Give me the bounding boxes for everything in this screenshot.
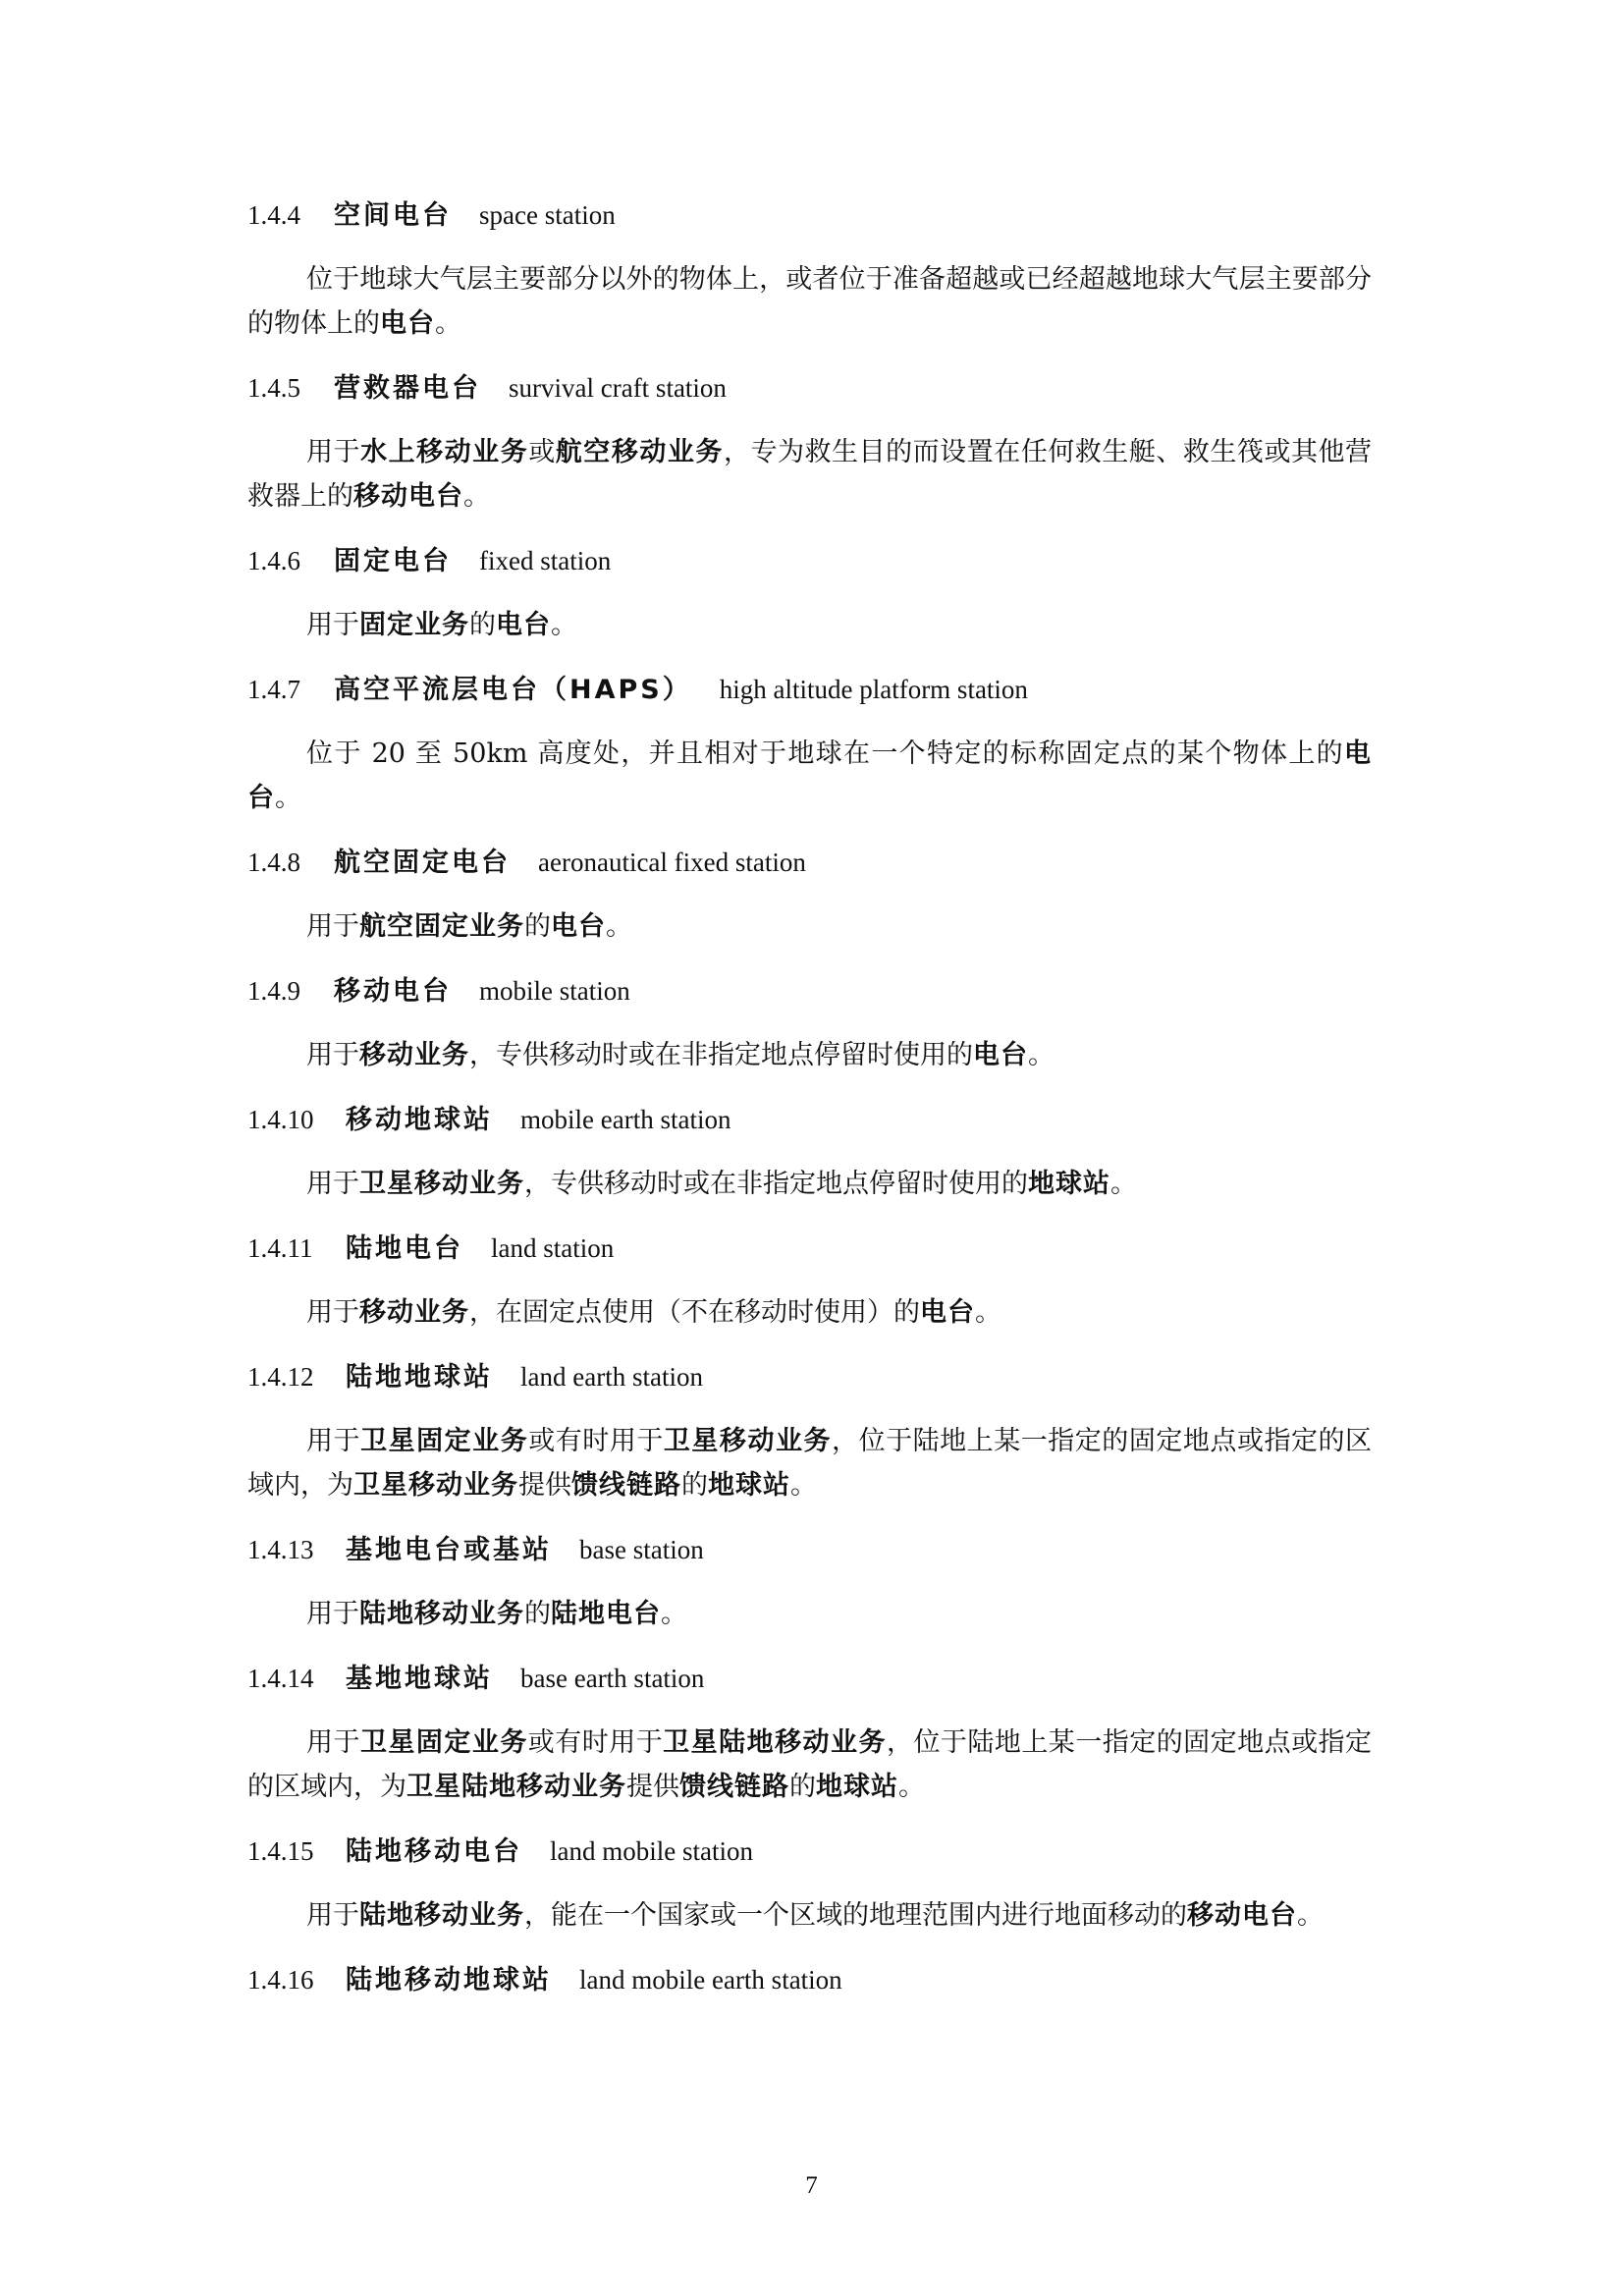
term-entry <box>247 669 1372 820</box>
term-heading <box>247 1099 1372 1140</box>
term-chinese: 营救器电台 <box>334 373 481 404</box>
defined-term-reference: 移动业务 <box>359 1297 469 1328</box>
term-heading <box>247 1959 1372 2000</box>
term-number: 1.4.7 <box>247 675 300 704</box>
definition-text: ，位于陆地上某一指定的固定地点或指定的区域内，为 <box>247 1727 1373 1802</box>
defined-term-reference: 卫星陆地移动业务 <box>663 1727 887 1758</box>
term-english: land mobile station <box>550 1836 753 1866</box>
term-heading <box>247 1831 1372 1872</box>
definition-text: 用于 <box>306 1727 360 1758</box>
definition-text: 的 <box>789 1772 816 1802</box>
term-english: land mobile earth station <box>579 1965 842 1995</box>
term-chinese: 陆地地球站 <box>346 1362 493 1393</box>
defined-term-reference: 馈线链路 <box>571 1470 681 1501</box>
term-heading <box>247 1356 1372 1397</box>
definition-text: ，能在一个国家或一个区域的地理范围内进行地面移动的 <box>524 1900 1187 1931</box>
term-number: 1.4.13 <box>247 1535 314 1564</box>
term-heading <box>247 540 1372 581</box>
term-heading <box>247 1658 1372 1699</box>
defined-term-reference: 卫星移动业务 <box>663 1426 833 1456</box>
definition-text: 或有时用于 <box>528 1426 664 1456</box>
term-chinese: 陆地电台 <box>346 1233 463 1264</box>
term-definition <box>247 603 1372 647</box>
definition-text: 。 <box>275 783 301 813</box>
term-definition <box>247 1033 1372 1077</box>
definition-text: 用于 <box>306 437 361 467</box>
term-entry <box>247 1658 1372 1809</box>
term-english: base station <box>579 1535 704 1564</box>
term-english: base earth station <box>520 1664 705 1693</box>
term-entry <box>247 1356 1372 1507</box>
term-english: high altitude platform station <box>719 675 1028 704</box>
definition-text: ，在固定点使用（不在移动时使用）的 <box>469 1297 920 1328</box>
term-entry <box>247 194 1372 346</box>
definition-text: 或有时用于 <box>527 1727 664 1758</box>
term-definition <box>247 430 1372 519</box>
term-english: survival craft station <box>509 373 727 403</box>
term-chinese: 基地电台或基站 <box>346 1535 552 1565</box>
definition-text: 用于 <box>306 911 359 942</box>
term-definition <box>247 1162 1372 1206</box>
term-number: 1.4.6 <box>247 546 300 575</box>
definition-text: ，专为救生目的而设置在任何救生艇、救生筏或其他营救器上的 <box>247 437 1373 512</box>
term-definition <box>247 1893 1372 1938</box>
term-definition <box>247 732 1372 820</box>
definition-text: 。 <box>898 1772 925 1802</box>
defined-term-reference: 陆地移动业务 <box>359 1599 524 1629</box>
term-entry <box>247 1099 1372 1206</box>
definition-text: 用于 <box>306 1297 359 1328</box>
definition-text: 。 <box>606 911 632 942</box>
defined-term-reference: 卫星移动业务 <box>359 1169 524 1199</box>
term-entry <box>247 1529 1372 1636</box>
definition-text: 或 <box>528 437 556 467</box>
definition-text: ，专供移动时或在非指定地点停留时使用的 <box>524 1169 1028 1199</box>
term-english: space station <box>479 200 616 230</box>
definition-text: 。 <box>1028 1040 1055 1070</box>
defined-term-reference: 卫星固定业务 <box>360 1426 529 1456</box>
term-chinese: 移动地球站 <box>346 1105 493 1135</box>
definition-text: 的 <box>469 610 496 640</box>
defined-term-reference: 固定业务 <box>359 610 469 640</box>
defined-term-reference: 电台 <box>973 1040 1028 1070</box>
term-entry <box>247 540 1372 647</box>
definition-text: 。 <box>1110 1169 1137 1199</box>
term-chinese: 陆地移动电台 <box>346 1836 522 1867</box>
term-entry <box>247 1959 1372 2000</box>
definition-text: ，位于陆地上某一指定的固定地点或指定的区域内，为 <box>247 1426 1373 1501</box>
defined-term-reference: 地球站 <box>816 1772 898 1802</box>
definition-text: 用于 <box>306 1040 359 1070</box>
term-list <box>247 194 1372 2000</box>
term-heading <box>247 1529 1372 1570</box>
term-number: 1.4.4 <box>247 200 300 230</box>
term-number: 1.4.9 <box>247 976 300 1006</box>
term-definition <box>247 904 1372 949</box>
defined-term-reference: 水上移动业务 <box>360 437 529 467</box>
term-chinese: 航空固定电台 <box>334 847 511 878</box>
term-chinese: 高空平流层电台（HAPS） <box>334 675 692 705</box>
definition-text: ，专供移动时或在非指定地点停留时使用的 <box>469 1040 973 1070</box>
term-chinese: 基地地球站 <box>346 1664 493 1694</box>
page-number: 7 <box>805 2172 818 2199</box>
term-heading <box>247 367 1372 409</box>
term-heading <box>247 970 1372 1011</box>
definition-text: 的 <box>524 1599 551 1629</box>
defined-term-reference: 电台 <box>380 308 435 339</box>
term-entry <box>247 842 1372 949</box>
definition-text: 用于 <box>306 1169 359 1199</box>
defined-term-reference: 航空固定业务 <box>359 911 524 942</box>
term-number: 1.4.11 <box>247 1233 313 1263</box>
definition-text: 。 <box>463 481 490 512</box>
defined-term-reference: 电台 <box>920 1297 975 1328</box>
term-chinese: 空间电台 <box>334 200 452 231</box>
definition-text: 用于 <box>306 1426 361 1456</box>
definition-text: 用于 <box>306 610 359 640</box>
term-definition <box>247 1721 1372 1809</box>
definition-text: 用于 <box>306 1900 359 1931</box>
term-entry <box>247 367 1372 519</box>
term-chinese: 移动电台 <box>334 976 452 1007</box>
term-english: land earth station <box>520 1362 703 1392</box>
defined-term-reference: 卫星固定业务 <box>359 1727 528 1758</box>
term-entry <box>247 1831 1372 1938</box>
term-chinese: 陆地移动地球站 <box>346 1965 552 1995</box>
term-english: aeronautical fixed station <box>538 847 806 877</box>
definition-text: 提供 <box>518 1470 571 1501</box>
term-number: 1.4.5 <box>247 373 300 403</box>
term-definition <box>247 1290 1372 1335</box>
term-definition <box>247 1592 1372 1636</box>
defined-term-reference: 移动电台 <box>353 481 463 512</box>
term-english: mobile station <box>479 976 630 1006</box>
defined-term-reference: 电台 <box>551 911 606 942</box>
defined-term-reference: 地球站 <box>1028 1169 1110 1199</box>
defined-term-reference: 航空移动业务 <box>555 437 724 467</box>
term-entry <box>247 970 1372 1077</box>
term-number: 1.4.16 <box>247 1965 314 1995</box>
defined-term-reference: 移动电台 <box>1187 1900 1297 1931</box>
term-heading <box>247 842 1372 883</box>
definition-text: 位于 20 至 50km 高度处，并且相对于地球在一个特定的标称固定点的某个物体上的 <box>306 738 1344 769</box>
definition-text: 。 <box>435 308 461 339</box>
term-english: land station <box>491 1233 615 1263</box>
term-number: 1.4.12 <box>247 1362 314 1392</box>
defined-term-reference: 移动业务 <box>359 1040 469 1070</box>
definition-text: 。 <box>975 1297 1001 1328</box>
definition-text: 的 <box>524 911 551 942</box>
definition-text: 位于地球大气层主要部分以外的物体上，或者位于准备超越或已经超越地球大气层主要部分的物体上的 <box>247 264 1372 339</box>
defined-term-reference: 卫星移动业务 <box>353 1470 518 1501</box>
term-number: 1.4.14 <box>247 1664 314 1693</box>
term-chinese: 固定电台 <box>334 546 452 576</box>
defined-term-reference: 陆地电台 <box>551 1599 661 1629</box>
term-definition <box>247 1419 1372 1507</box>
defined-term-reference: 电台 <box>247 738 1372 813</box>
definition-text: 用于 <box>306 1599 359 1629</box>
definition-text: 。 <box>790 1470 817 1501</box>
definition-text: 提供 <box>626 1772 679 1802</box>
term-number: 1.4.10 <box>247 1105 314 1134</box>
defined-term-reference: 卫星陆地移动业务 <box>406 1772 626 1802</box>
defined-term-reference: 陆地移动业务 <box>359 1900 524 1931</box>
defined-term-reference: 电台 <box>496 610 551 640</box>
defined-term-reference: 馈线链路 <box>679 1772 789 1802</box>
definition-text: 。 <box>661 1599 687 1629</box>
definition-text: 。 <box>1297 1900 1324 1931</box>
term-definition <box>247 257 1372 346</box>
term-heading <box>247 194 1372 236</box>
term-heading <box>247 669 1372 710</box>
term-english: mobile earth station <box>520 1105 731 1134</box>
term-entry <box>247 1228 1372 1335</box>
defined-term-reference: 地球站 <box>708 1470 790 1501</box>
term-number: 1.4.8 <box>247 847 300 877</box>
term-number: 1.4.15 <box>247 1836 314 1866</box>
definition-text: 的 <box>681 1470 708 1501</box>
term-heading <box>247 1228 1372 1269</box>
definition-text: 。 <box>551 610 577 640</box>
term-english: fixed station <box>479 546 612 575</box>
